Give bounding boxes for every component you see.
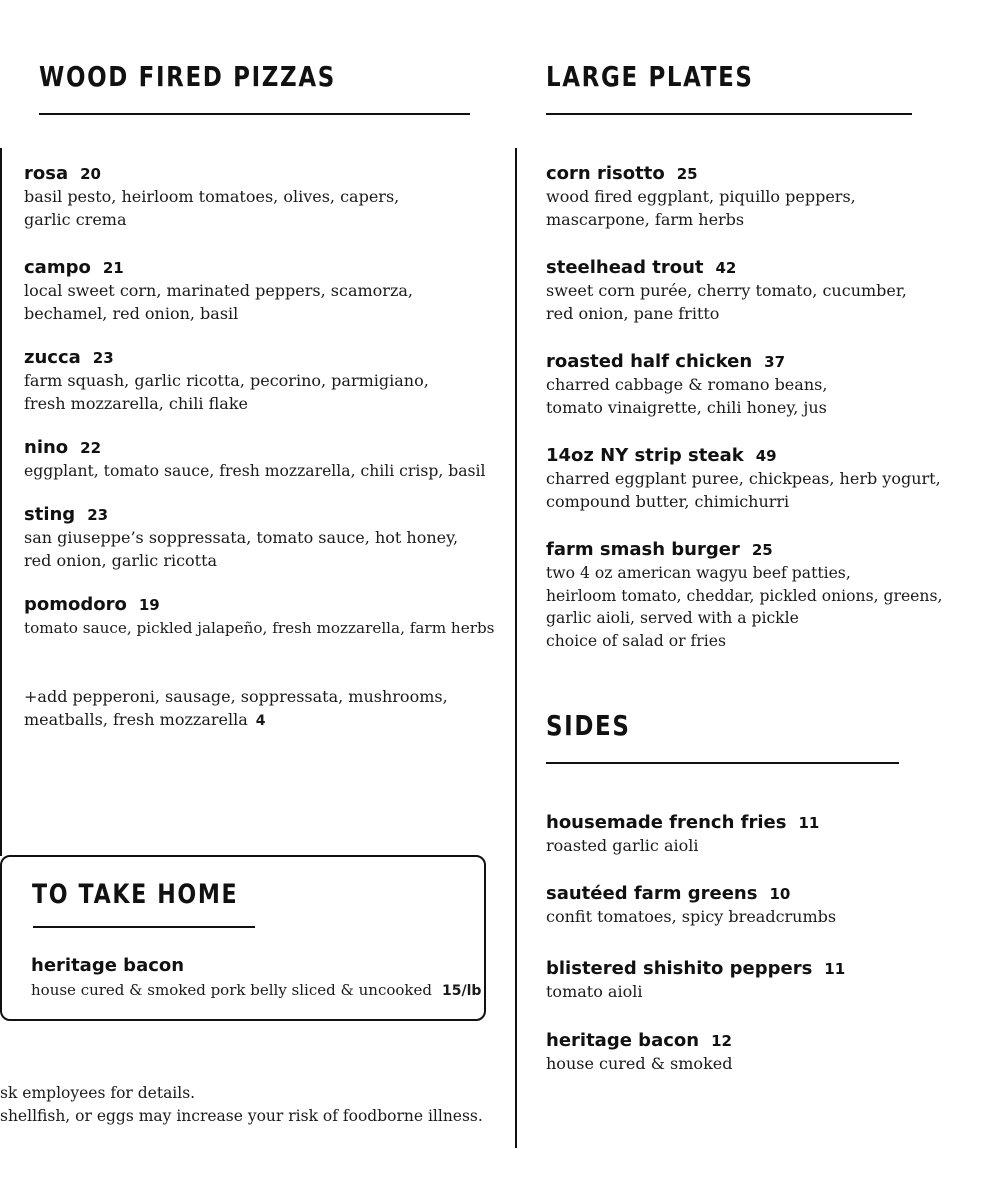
item-name: 14oz NY strip steak bbox=[546, 445, 744, 466]
menu-item-strip-steak bbox=[546, 445, 941, 513]
item-price: 25 bbox=[676, 165, 698, 183]
pizza-addons bbox=[24, 662, 448, 733]
column-divider bbox=[515, 148, 517, 1148]
item-price: 11 bbox=[824, 960, 846, 978]
item-name: corn risotto bbox=[546, 163, 665, 184]
take-home-heading: TO TAKE HOME bbox=[32, 879, 239, 910]
item-description: two 4 oz american wagyu beef patties, heirloom tomato, cheddar, pickled onions, greens, garlic aioli, served with a pickle choice of salad or fries bbox=[546, 564, 943, 650]
item-name: farm smash burger bbox=[546, 539, 740, 560]
item-description: eggplant, tomato sauce, fresh mozzarella, chili crisp, basil bbox=[24, 462, 486, 480]
footer-note-line-1: sk employees for details. bbox=[0, 1084, 196, 1102]
item-name: rosa bbox=[24, 163, 69, 184]
item-description: charred cabbage & romano beans, tomato vinaigrette, chili honey, jus bbox=[546, 375, 828, 417]
pizzas-heading: WOOD FIRED PIZZAS bbox=[39, 60, 336, 93]
side-item-shishito-peppers bbox=[546, 958, 845, 1004]
menu-item-pomodoro bbox=[24, 594, 494, 640]
menu-item-zucca bbox=[24, 347, 429, 415]
item-price: 20 bbox=[80, 165, 101, 183]
item-price: 23 bbox=[92, 349, 114, 367]
item-price: 25 bbox=[751, 541, 773, 559]
sides-heading-rule bbox=[546, 762, 899, 764]
footer-note-line-2: shellfish, or eggs may increase your risk of foodborne illness. bbox=[0, 1107, 483, 1125]
item-price: 21 bbox=[102, 259, 124, 277]
menu-item-nino bbox=[24, 437, 486, 483]
pizzas-heading-rule bbox=[39, 113, 470, 115]
item-price: 15/lb bbox=[441, 983, 482, 999]
take-home-heading-rule bbox=[33, 926, 255, 928]
menu-item-campo bbox=[24, 257, 413, 325]
item-description: wood fired eggplant, piquillo peppers, mascarpone, farm herbs bbox=[546, 187, 856, 229]
side-item-farm-greens bbox=[546, 883, 836, 929]
sides-heading: SIDES bbox=[546, 709, 631, 742]
item-price: 23 bbox=[87, 506, 109, 524]
menu-item-sting bbox=[24, 504, 458, 572]
item-description: roasted garlic aioli bbox=[546, 836, 699, 855]
take-home-box bbox=[0, 855, 486, 1021]
take-home-item bbox=[31, 955, 482, 999]
menu-item-steelhead-trout bbox=[546, 257, 907, 325]
menu-item-rosa bbox=[24, 163, 399, 231]
side-item-heritage-bacon bbox=[546, 1030, 732, 1076]
item-description: farm squash, garlic ricotta, pecorino, parmigiano, fresh mozzarella, chili flake bbox=[24, 371, 429, 413]
item-price: 10 bbox=[769, 885, 791, 903]
item-description: charred eggplant puree, chickpeas, herb yogurt, compound butter, chimichurri bbox=[546, 469, 941, 511]
item-name: housemade french fries bbox=[546, 812, 787, 833]
item-name: steelhead trout bbox=[546, 257, 704, 278]
item-description: tomato sauce, pickled jalapeño, fresh mozzarella, farm herbs bbox=[24, 619, 495, 637]
left-border-line bbox=[0, 148, 2, 856]
item-description: house cured & smoked bbox=[546, 1054, 733, 1073]
menu-item-corn-risotto bbox=[546, 163, 856, 231]
item-description: sweet corn purée, cherry tomato, cucumber, red onion, pane fritto bbox=[546, 281, 907, 323]
addon-text: +add pepperoni, sausage, soppressata, mushrooms, meatballs, fresh mozzarella bbox=[24, 687, 448, 729]
item-price: 49 bbox=[755, 447, 777, 465]
side-item-french-fries bbox=[546, 812, 819, 858]
item-price: 11 bbox=[798, 814, 820, 832]
item-price: 12 bbox=[711, 1032, 732, 1050]
item-description: basil pesto, heirloom tomatoes, olives, capers, garlic crema bbox=[24, 187, 400, 229]
item-name: heritage bacon bbox=[31, 955, 185, 976]
item-name: heritage bacon bbox=[546, 1030, 700, 1051]
large-plates-heading-rule bbox=[546, 113, 912, 115]
item-name: blistered shishito peppers bbox=[546, 958, 813, 979]
item-name: roasted half chicken bbox=[546, 351, 753, 372]
item-price: 42 bbox=[715, 259, 737, 277]
item-name: pomodoro bbox=[24, 594, 127, 615]
item-name: zucca bbox=[24, 347, 81, 368]
item-name: sting bbox=[24, 504, 76, 525]
item-description: confit tomatoes, spicy breadcrumbs bbox=[546, 907, 837, 926]
menu-item-farm-smash-burger bbox=[546, 539, 942, 652]
large-plates-heading: LARGE PLATES bbox=[546, 60, 754, 93]
item-price: 22 bbox=[80, 439, 102, 457]
item-description: local sweet corn, marinated peppers, scamorza, bechamel, red onion, basil bbox=[24, 281, 413, 323]
item-name: campo bbox=[24, 257, 91, 278]
item-price: 37 bbox=[764, 353, 786, 371]
item-description: san giuseppe’s soppressata, tomato sauce, hot honey, red onion, garlic ricotta bbox=[24, 528, 459, 570]
item-name: sautéed farm greens bbox=[546, 883, 758, 904]
addon-price: 4 bbox=[255, 713, 266, 729]
item-name: nino bbox=[24, 437, 69, 458]
item-price: 19 bbox=[138, 596, 160, 614]
item-description: house cured & smoked pork belly sliced & uncooked bbox=[31, 981, 432, 999]
menu-item-roasted-half-chicken bbox=[546, 351, 827, 419]
item-description: tomato aioli bbox=[546, 982, 643, 1001]
